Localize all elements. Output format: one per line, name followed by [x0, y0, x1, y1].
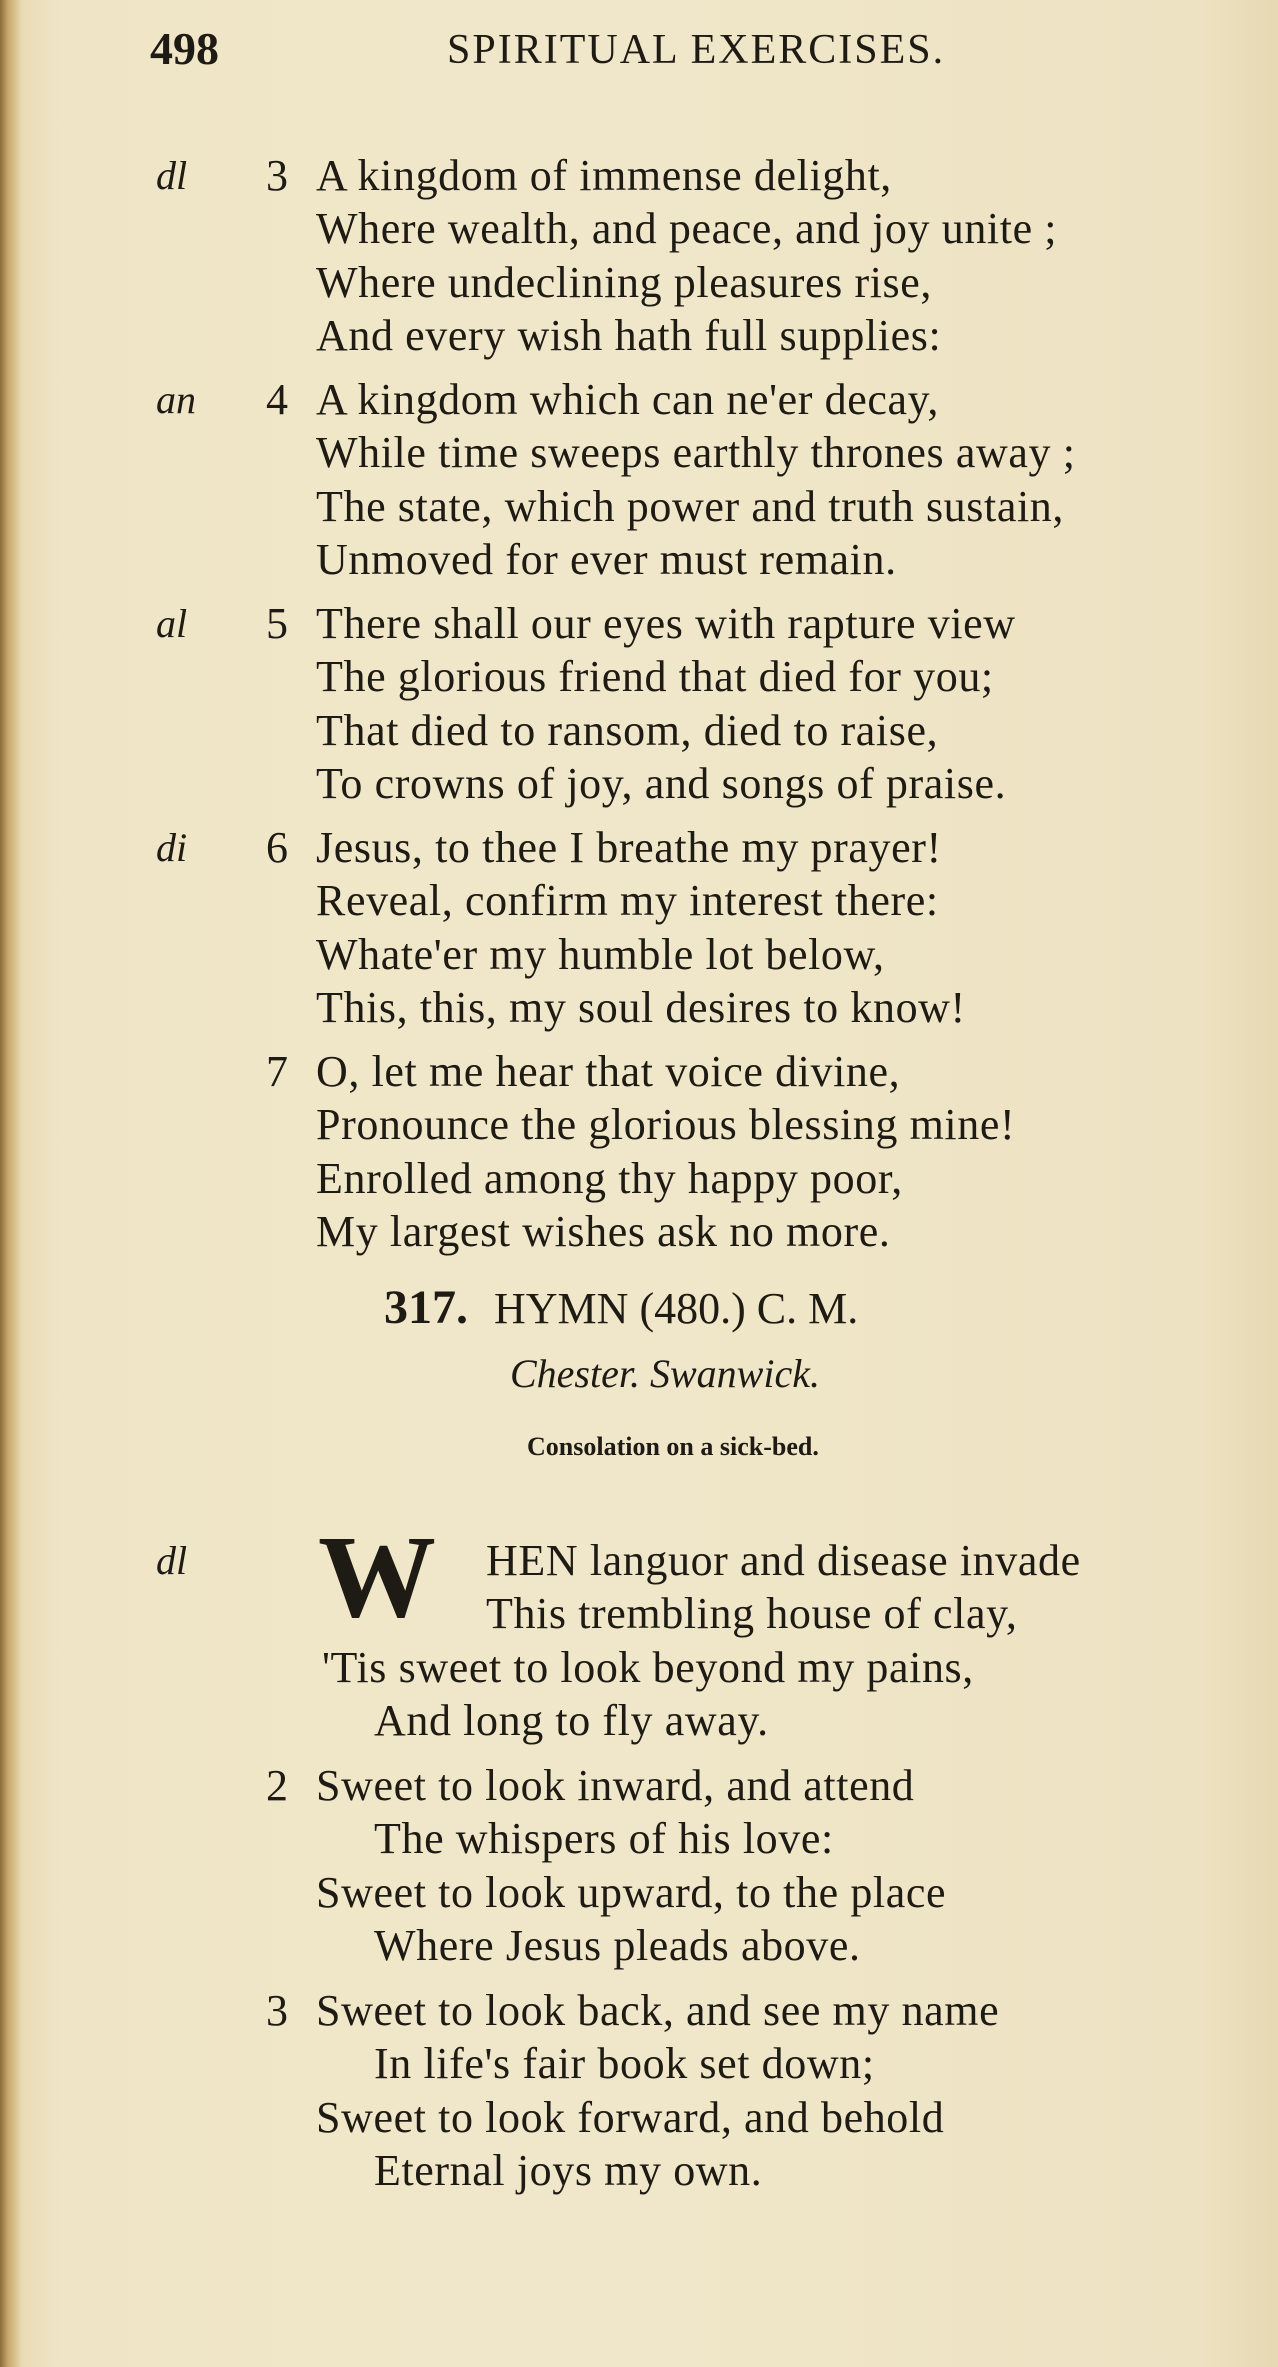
verse-line: 'Tis sweet to look beyond my pains, [322, 1642, 974, 1692]
verse-line: O, let me hear that voice divine, [316, 1047, 901, 1096]
verse-line: Enrolled among thy happy poor, [316, 1153, 903, 1203]
stanza-number: 3 [266, 1986, 288, 2035]
hymn-number: 317. [384, 1281, 468, 1334]
verse-line: There shall our eyes with rapture view [316, 599, 1016, 648]
verse-line: My largest wishes ask no more. [316, 1206, 891, 1256]
stanza-number: 5 [266, 599, 288, 648]
hymn-heading [384, 1280, 858, 1335]
verse-line: Sweet to look inward, and attend [316, 1761, 915, 1810]
stanza-number: 2 [266, 1761, 288, 1810]
verse-line: Sweet to look forward, and behold [316, 2092, 945, 2142]
stanza-marker: dl [156, 1538, 188, 1583]
stanza-marker: dl [156, 153, 188, 198]
verse-line: Pronounce the glorious blessing mine! [316, 1100, 1016, 1150]
stanza-number: 4 [266, 375, 288, 424]
verse-line: To crowns of joy, and songs of praise. [316, 758, 1007, 808]
stanza-number: 6 [266, 823, 288, 872]
verse-line: The glorious friend that died for you; [316, 652, 994, 702]
verse-line: In life's fair book set down; [374, 2039, 875, 2089]
stanza-marker: al [156, 601, 188, 646]
verse-line: And long to fly away. [374, 1695, 769, 1745]
tune-names: Chester. Swanwick. [510, 1351, 820, 1396]
stanza-marker: an [156, 377, 196, 422]
verse-line: The whispers of his love: [374, 1814, 834, 1864]
verse-line: Where wealth, and peace, and joy unite ; [316, 204, 1058, 254]
verse-line: Unmoved for ever must remain. [316, 534, 897, 584]
running-title: SPIRITUAL EXERCISES. [447, 27, 946, 73]
hymn-title: HYMN (480.) C. M. [494, 1284, 859, 1333]
verse-line: This, this, my soul desires to know! [316, 982, 966, 1032]
verse-line: Eternal joys my own. [374, 2145, 763, 2195]
stanza-marker: di [156, 825, 188, 870]
verse-line: Jesus, to thee I breathe my prayer! [316, 823, 942, 872]
verse-line: Sweet to look back, and see my name [316, 1986, 1000, 2035]
verse-line: The state, which power and truth sustain, [316, 481, 1064, 531]
stanza-number: 7 [266, 1047, 288, 1096]
verse-line: A kingdom which can ne'er decay, [316, 375, 939, 424]
drop-cap: W [318, 1511, 436, 1642]
verse-line: Sweet to look upward, to the place [316, 1867, 947, 1917]
verse-line: This trembling house of clay, [486, 1589, 1018, 1639]
verse-line: Reveal, confirm my interest there: [316, 876, 939, 926]
verse-line: While time sweeps earthly thrones away ; [316, 428, 1076, 478]
page-number: 498 [150, 23, 219, 74]
verse-line: That died to ransom, died to raise, [316, 705, 939, 755]
verse-line: HEN languor and disease invade [486, 1536, 1081, 1585]
stanza-number: 3 [266, 151, 288, 200]
hymn-topic: Consolation on a sick-bed. [527, 1432, 819, 1461]
verse-line: Where undeclining pleasures rise, [316, 257, 933, 307]
verse-line: A kingdom of immense delight, [316, 151, 892, 200]
verse-line: Whate'er my humble lot below, [316, 929, 885, 979]
verse-line: And every wish hath full supplies: [316, 310, 942, 360]
verse-line: Where Jesus pleads above. [374, 1920, 861, 1970]
